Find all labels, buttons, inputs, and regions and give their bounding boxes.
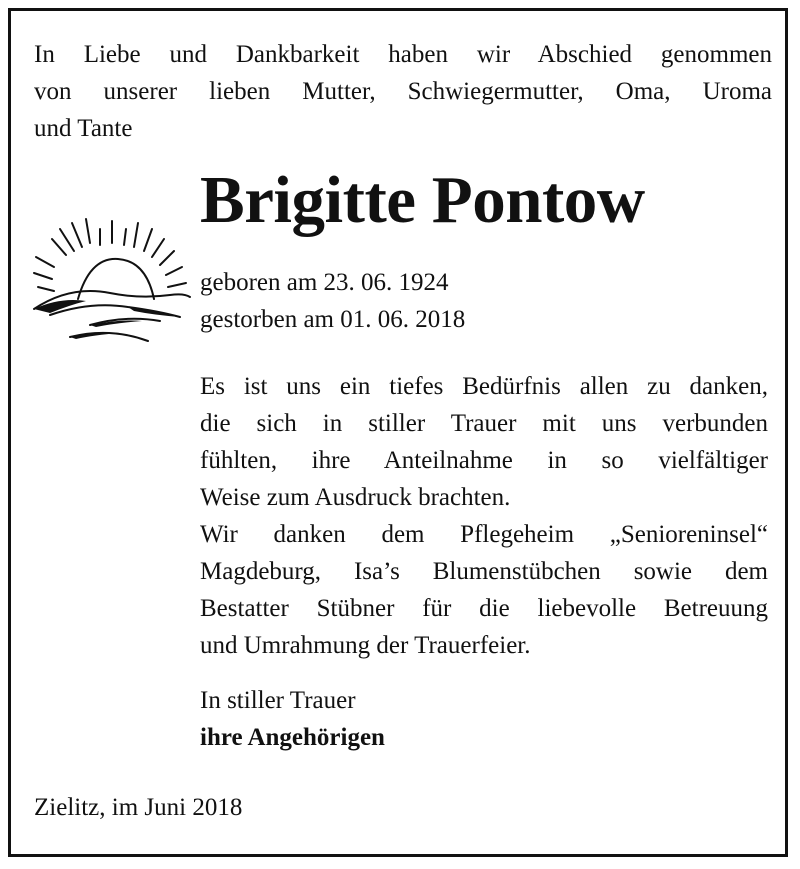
intro-line: von unserer lieben Mutter, Schwiegermutter, Oma, Uroma: [34, 78, 772, 105]
place-and-date: Zielitz, im Juni 2018: [34, 794, 243, 821]
thanks-text: [200, 368, 768, 664]
birth-date: geboren am 23. 06. 1924: [200, 269, 449, 296]
thanks-line: fühlten, ihre Anteilnahme in so vielfältiger: [200, 447, 768, 474]
closing-phrase: In stiller Trauer: [200, 687, 356, 714]
signatories: ihre Angehörigen: [200, 724, 385, 751]
thanks-line: die sich in stiller Trauer mit uns verbunden: [200, 410, 768, 437]
intro-line: In Liebe und Dankbarkeit haben wir Abschied genommen: [34, 41, 772, 68]
thanks-line: Wir danken dem Pflegeheim „Senioreninsel“: [200, 521, 768, 548]
closing-signature: [200, 682, 385, 756]
rising-sun-icon: [30, 215, 195, 355]
thanks-line: Weise zum Ausdruck brachten.: [200, 484, 511, 511]
thanks-line: und Umrahmung der Trauerfeier.: [200, 632, 531, 659]
intro-line: und Tante: [34, 115, 133, 142]
deceased-name: Brigitte Pontow: [200, 163, 645, 237]
thanks-line: Bestatter Stübner für die liebevolle Betreuung: [200, 595, 768, 622]
death-date: gestorben am 01. 06. 2018: [200, 306, 466, 333]
intro-text: [34, 36, 772, 147]
thanks-line: Magdeburg, Isa’s Blumenstübchen sowie dem: [200, 558, 768, 585]
thanks-line: Es ist uns ein tiefes Bedürfnis allen zu danken,: [200, 373, 768, 400]
life-dates: [200, 264, 465, 338]
